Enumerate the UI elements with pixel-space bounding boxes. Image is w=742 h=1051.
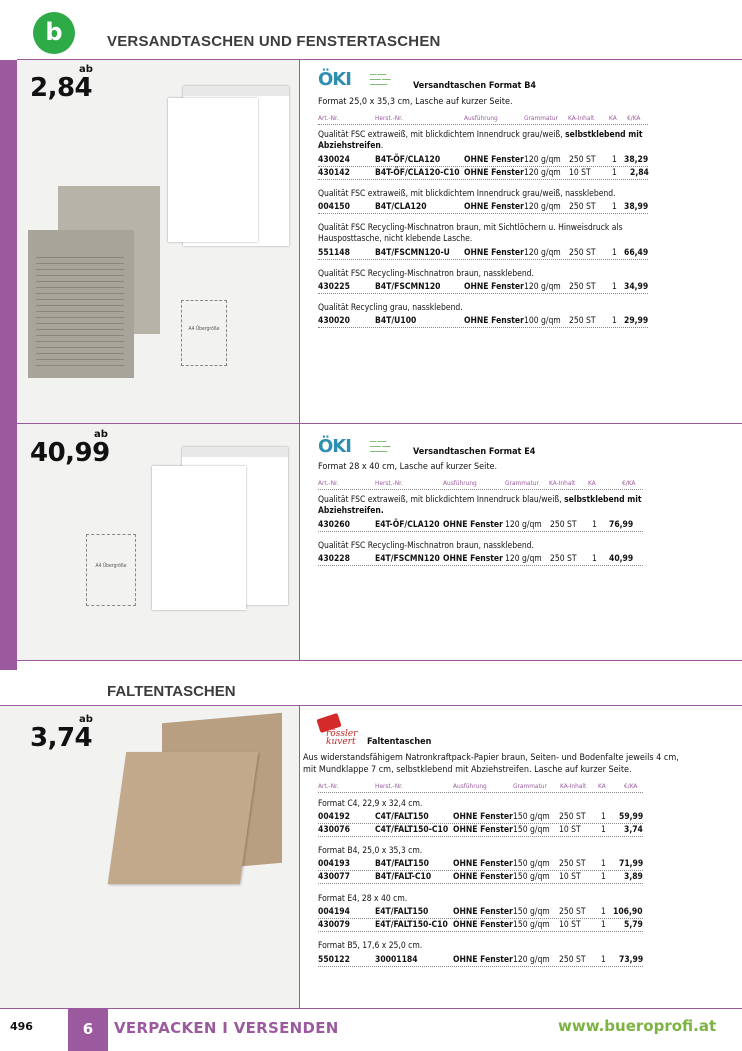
header-dots bbox=[318, 124, 648, 125]
table-header: Art.-Nr. Herst.-Nr. Ausführung Grammatur KA-Inhalt KA €/KA bbox=[318, 114, 641, 122]
row-dots bbox=[318, 918, 643, 919]
row-dots bbox=[318, 870, 643, 871]
envelope-white-front bbox=[152, 466, 246, 610]
format-label: Format C4, 22,9 x 32,4 cm. bbox=[318, 799, 423, 809]
row-dots bbox=[318, 531, 643, 532]
quality-note: Qualität FSC extraweiß, mit blickdichtem Innendruck grau/weiß, nassklebend. bbox=[318, 189, 616, 199]
brand-logo: b bbox=[33, 12, 75, 54]
row-dots bbox=[318, 836, 643, 837]
price-prefix: ab bbox=[94, 429, 108, 440]
panel-rule bbox=[17, 660, 742, 661]
product-description: Format 25,0 x 35,3 cm, Lasche auf kurzer Seite. bbox=[318, 97, 513, 107]
price-prefix: ab bbox=[79, 64, 93, 75]
oeki-logo-sub: ━━━ ━━━━ ━━━━━ ━━━━ ━━━━━━━━ bbox=[370, 439, 391, 454]
price-e4: 40,99 bbox=[30, 438, 110, 468]
panel-divider bbox=[299, 424, 300, 661]
row-dots bbox=[318, 931, 643, 932]
envelope-flap bbox=[182, 447, 288, 457]
dimension-box bbox=[86, 534, 136, 606]
quality-note: Qualität FSC extraweiß, mit blickdichtem Innendruck blau/weiß, selbstklebend mit Abziehstreifen. bbox=[318, 495, 642, 516]
dimension-label: A4 Übergröße bbox=[95, 563, 127, 569]
format-label: Format B5, 17,6 x 25,0 cm. bbox=[318, 941, 423, 951]
website-url[interactable]: www.bueroprofi.at bbox=[558, 1017, 717, 1035]
oeki-logo-sub: ━━━ ━━━━ ━━━━━ ━━━━ ━━━━━━━━ bbox=[370, 72, 391, 87]
roessler-logo: rössler kuvert bbox=[318, 716, 358, 746]
row-dots bbox=[318, 293, 648, 294]
format-label: Format B4, 25,0 x 35,3 cm. bbox=[318, 846, 423, 856]
panel-divider bbox=[299, 60, 300, 424]
section-title: FALTENTASCHEN bbox=[107, 683, 236, 700]
page-title: VERSANDTASCHEN UND FENSTERTASCHEN bbox=[107, 33, 441, 50]
table-header: Art.-Nr. Herst.-Nr. Ausführung Grammatur KA-Inhalt KA €/KA bbox=[318, 479, 636, 487]
product-description: Format 28 x 40 cm, Lasche auf kurzer Seite. bbox=[318, 462, 498, 472]
dimension-label: A4 Übergröße bbox=[188, 326, 220, 332]
product-title: Versandtaschen Format E4 bbox=[413, 447, 536, 457]
format-label: Format E4, 28 x 40 cm. bbox=[318, 894, 408, 904]
gusset-envelope-front bbox=[108, 752, 259, 884]
price-b4: 2,84 bbox=[30, 73, 93, 103]
quality-note: Qualität FSC extraweiß, mit blickdichtem Innendruck grau/weiß, selbstklebend mit Abziehstreifen. bbox=[318, 130, 643, 151]
product-title: Versandtaschen Format B4 bbox=[413, 81, 537, 91]
table-header: Art.-Nr. Herst.-Nr. Ausführung Grammatur KA-Inhalt KA €/KA bbox=[318, 782, 638, 790]
price-falt: 3,74 bbox=[30, 723, 93, 753]
internal-mail-grid bbox=[36, 256, 124, 366]
row-dots bbox=[318, 179, 648, 180]
dimension-box bbox=[181, 300, 227, 366]
price-prefix: ab bbox=[79, 714, 93, 725]
row-dots bbox=[318, 883, 643, 884]
quality-note: Qualität FSC Recycling-Mischnatron braun, mit Sichtlöchern u. Hinweisdruck als Hausposttasche, nicht klebende Lasche. bbox=[318, 223, 623, 244]
oeki-logo: ÖKI bbox=[318, 436, 351, 457]
header-dots bbox=[318, 489, 643, 490]
chapter-number: 6 bbox=[68, 1009, 108, 1051]
product-title: Faltentaschen bbox=[367, 737, 432, 747]
footer-rule bbox=[0, 1008, 742, 1009]
row-dots bbox=[318, 166, 648, 167]
quality-note: Qualität Recycling grau, nassklebend. bbox=[318, 303, 463, 313]
row-dots bbox=[318, 966, 643, 967]
row-dots bbox=[318, 259, 648, 260]
header-dots bbox=[318, 792, 643, 793]
product-description: Aus widerstandsfähigem Natronkraftpack-Papier braun, Seiten- und Bodenfalte jeweils 4 cm, mit Mundklappe 7 cm, selbstklebend mit Abziehstreifen. Lasche auf kurzer Seite. bbox=[303, 753, 679, 775]
side-bar bbox=[0, 60, 17, 670]
quality-note: Qualität FSC Recycling-Mischnatron braun, nassklebend. bbox=[318, 541, 534, 551]
envelope-white-front bbox=[168, 98, 258, 242]
page-number: 496 bbox=[10, 1020, 33, 1033]
row-dots bbox=[318, 213, 648, 214]
oeki-logo: ÖKI bbox=[318, 69, 351, 90]
envelope-flap bbox=[183, 86, 289, 96]
row-dots bbox=[318, 327, 648, 328]
panel-divider bbox=[299, 706, 300, 1008]
row-dots bbox=[318, 823, 643, 824]
row-dots bbox=[318, 565, 643, 566]
chapter-title: VERPACKEN I VERSENDEN bbox=[114, 1019, 339, 1037]
quality-note: Qualität FSC Recycling-Mischnatron braun, nassklebend. bbox=[318, 269, 534, 279]
